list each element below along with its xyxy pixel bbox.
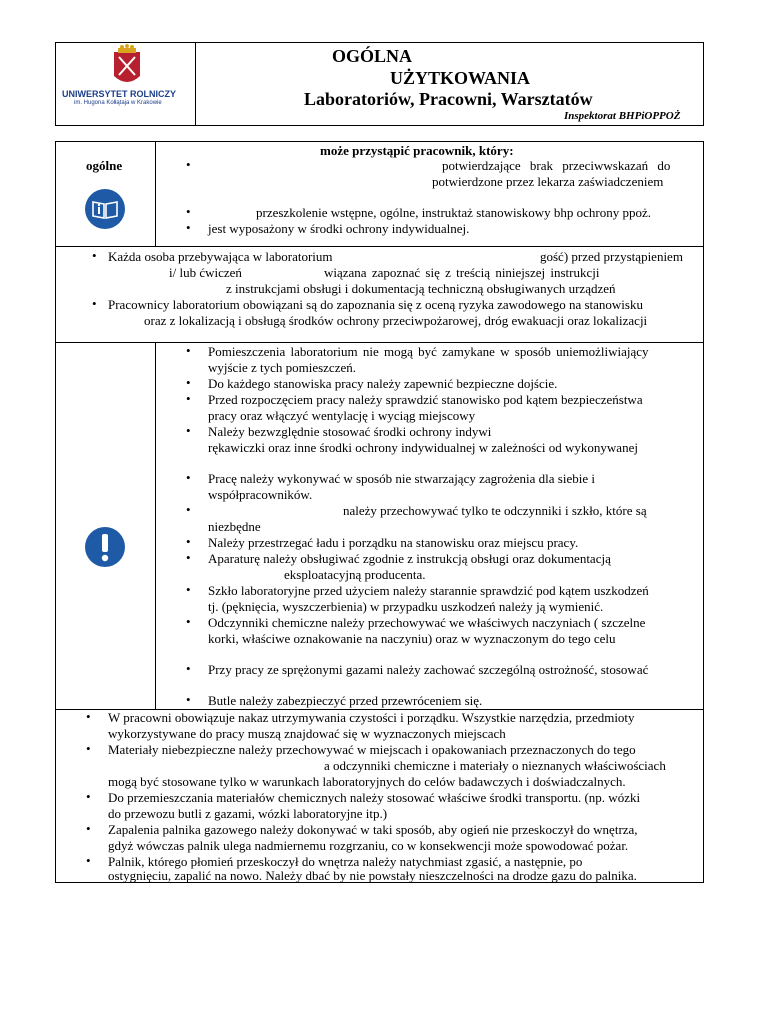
section4-line: W pracowni obowiązuje nakaz utrzymywania czystości i porządku. Wszystkie narzędzia, przedmioty bbox=[108, 710, 635, 725]
section3-divider bbox=[155, 342, 156, 710]
bullet: • bbox=[86, 741, 91, 756]
section3-line: Pomieszczenia laboratorium nie mogą być zamykane w sposób uniemożliwiający bbox=[208, 344, 649, 359]
section3-line: pracy oraz włączyć wentylację i wyciąg miejscowy bbox=[208, 408, 476, 423]
section4-line: mogą być stosowane tylko w warunkach laboratoryjnych do celów badawczych i doświadczalnych. bbox=[108, 774, 626, 789]
title-line-1: OGÓLNA bbox=[332, 46, 413, 66]
section3-line: Należy bezwzględnie stosować środki ochrony indywi bbox=[208, 424, 492, 439]
section3-line: Szkło laboratoryjne przed użyciem należy starannie sprawdzić pod kątem uszkodzeń bbox=[208, 583, 649, 598]
bullet: • bbox=[86, 709, 91, 724]
bullet: • bbox=[186, 692, 191, 707]
header-divider bbox=[195, 42, 196, 126]
inspectorate: Inspektorat BHPiOPPOŻ bbox=[564, 110, 681, 122]
section3-line: Przy pracy ze sprężonymi gazami należy zachować szczególną ostrożność, stosować bbox=[208, 662, 649, 677]
section3-line: należy przechowywać tylko te odczynniki i szkło, które są bbox=[343, 503, 647, 518]
section3-line: współpracowników. bbox=[208, 487, 313, 502]
section1-b1-line2: potwierdzone przez lekarza zaświadczeniem bbox=[432, 174, 664, 189]
section3-line: korki, właściwe oznakowanie na naczyniu) oraz w wyznaczonym do tego celu bbox=[208, 631, 616, 646]
bullet: • bbox=[92, 296, 97, 311]
bullet: • bbox=[186, 423, 191, 438]
section3-line: Pracę należy wykonywać w sposób nie stwarzający zagrożenia dla siebie i bbox=[208, 471, 595, 486]
section3-line: wyjście z tych pomieszczeń. bbox=[208, 360, 356, 375]
section2-b2-line1: Pracownicy laboratorium obowiązani są do zapoznania się z oceną ryzyka zawodowego na stanowisku bbox=[108, 297, 643, 312]
bullet: • bbox=[186, 661, 191, 676]
info-book-icon bbox=[84, 188, 126, 230]
warning-icon bbox=[84, 526, 126, 568]
section4-line: Zapalenia palnika gazowego należy dokonywać w taki sposób, aby ogień nie przeskoczył do wnętrza, bbox=[108, 822, 638, 837]
section1-heading: może przystąpić pracownik, który: bbox=[320, 143, 514, 158]
section3-line: Butle należy zabezpieczyć przed przewróceniem się. bbox=[208, 693, 483, 708]
section1-label: ogólne bbox=[86, 158, 123, 173]
title-line-3: Laboratoriów, Pracowni, Warsztatów bbox=[304, 89, 593, 109]
section4-line: Materiały niebezpieczne należy przechowywać w miejscach i opakowaniach przeznaczonych do tego bbox=[108, 742, 636, 757]
section3-line: Przed rozpoczęciem pracy należy sprawdzić stanowisko pod kątem bezpieczeństwa bbox=[208, 392, 643, 407]
section1-b1-line1: potwierdzające brak przeciwwskazań do bbox=[442, 158, 671, 173]
section3-line: Należy przestrzegać ładu i porządku na stanowisku oraz miejscu pracy. bbox=[208, 535, 579, 550]
section1-divider bbox=[155, 141, 156, 247]
bullet: • bbox=[186, 391, 191, 406]
section4-line: do przewozu butli z gazami, wózki laboratoryjne itp.) bbox=[108, 806, 388, 821]
logo-name: UNIWERSYTET ROLNICZY bbox=[62, 89, 176, 99]
bullet: • bbox=[186, 534, 191, 549]
section4-line: Do przemieszczania materiałów chemicznych należy stosować właściwe środki transportu. (np. wózki bbox=[108, 790, 641, 805]
bullet: • bbox=[92, 248, 97, 263]
section3-line: Do każdego stanowiska pracy należy zapewnić bezpieczne dojście. bbox=[208, 376, 558, 391]
title-line-2: UŻYTKOWANIA bbox=[390, 68, 531, 88]
section3-line: Aparaturę należy obsługiwać zgodnie z instrukcją obsługi oraz dokumentacją bbox=[208, 551, 611, 566]
section2-b1-e: z instrukcjami obsługi i dokumentacją techniczną obsługiwanych urządzeń bbox=[226, 281, 616, 296]
section4-line: ostygnięciu, zapalić na nowo. Należy dbać by nie powstały nieszczelności na drodze gazu do palnika. bbox=[108, 868, 637, 883]
section3-line: tj. (pęknięcia, wyszczerbienia) w przypadku uszkodzeń należy ją wymienić. bbox=[208, 599, 604, 614]
section4-line: gdyż wówczas palnik ulega nadmiernemu rozgrzaniu, co w konsekwencji może spowodować pożar. bbox=[108, 838, 629, 853]
section4-line: a odczynniki chemiczne i materiały o nieznanych właściwościach bbox=[324, 758, 666, 773]
bullet: • bbox=[186, 550, 191, 565]
section2-b1-d: wiązana zapoznać się z treścią niniejszej instrukcji bbox=[324, 265, 600, 280]
bullet: • bbox=[186, 470, 191, 485]
bullet: • bbox=[186, 614, 191, 629]
bullet: • bbox=[86, 821, 91, 836]
section3-line: eksploatacyjną producenta. bbox=[284, 567, 426, 582]
bullet: • bbox=[86, 853, 91, 868]
bullet: • bbox=[186, 343, 191, 358]
section3-line: rękawiczki oraz inne środki ochrony indywidualnej w zależności od wykonywanej bbox=[208, 440, 638, 455]
logo-subtitle: im. Hugona Kołłątaja w Krakowie bbox=[74, 100, 162, 106]
section2-b1-a: Każda osoba przebywająca w laboratorium bbox=[108, 249, 333, 264]
section3-line: Odczynniki chemiczne należy przechowywać we właściwych naczyniach ( szczelne bbox=[208, 615, 646, 630]
section4-line: Palnik, którego płomień przeskoczył do wnętrza należy natychmiast zgasić, a następnie, po bbox=[108, 854, 583, 869]
bullet: • bbox=[186, 502, 191, 517]
bullet: • bbox=[186, 582, 191, 597]
section3-line: niezbędne bbox=[208, 519, 261, 534]
section2-b2-line2: oraz z lokalizacją i obsługą środków ochrony przeciwpożarowej, dróg ewakuacji oraz lokalizacji bbox=[144, 313, 648, 328]
bullet: • bbox=[186, 157, 191, 172]
section4-line: wykorzystywane do pracy muszą znajdować się w wyznaczonych miejscach bbox=[108, 726, 506, 741]
section1-b2: przeszkolenie wstępne, ogólne, instruktaż stanowiskowy bhp ochrony ppoż. bbox=[256, 205, 651, 220]
bullet: • bbox=[186, 204, 191, 219]
bullet: • bbox=[186, 375, 191, 390]
bullet: • bbox=[86, 789, 91, 804]
bullet: • bbox=[186, 220, 191, 235]
section1-b3: jest wyposażony w środki ochrony indywidualnej. bbox=[208, 221, 470, 236]
section2-b1-b: gość) przed przystąpieniem bbox=[540, 249, 683, 264]
section2-b1-c: i/ lub ćwiczeń bbox=[169, 265, 242, 280]
